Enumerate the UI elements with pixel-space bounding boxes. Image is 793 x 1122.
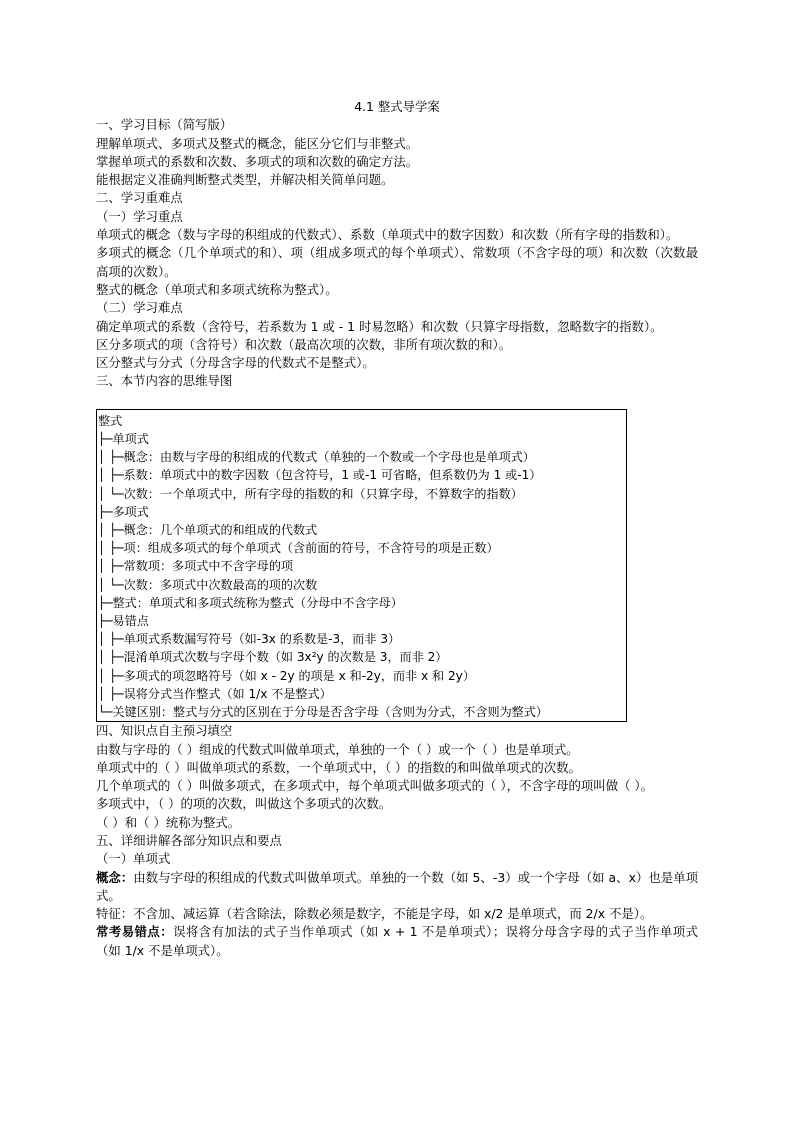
concept-text: 由数与字母的积组成的代数式叫做单项式。单独的一个数（如 5、-3）或一个字母（如 a、x）也是单项式。 (96, 869, 699, 903)
key-point-paragraph: 多项式的概念（几个单项式的和）、项（组成多项式的每个单项式）、常数项（不含字母的项）和次数（次数最高项的次数）。 (96, 245, 698, 279)
difficulty-paragraph: 区分整式与分式（分母含字母的代数式不是整式）。 (96, 355, 375, 371)
tree-line: │ ├─常数项：多项式中不含字母的项 (98, 559, 294, 574)
tree-line: └─关键区别：整式与分式的区别在于分母是否含字母（含则为分式，不含则为整式） (98, 705, 548, 719)
error-label: 常考易错点： (96, 924, 174, 940)
mind-map-box (96, 409, 627, 722)
tree-line: │ ├─系数：单项式中的数字因数（包含符号，1 或-1 可省略，但系数仍为 1 或-1） (98, 468, 542, 483)
subsection-difficulties: （二）学习难点 (96, 300, 183, 316)
concept-paragraph (96, 869, 698, 906)
section-2-heading: 二、学习重难点 (96, 190, 183, 206)
section-3-heading: 三、本节内容的思维导图 (96, 373, 233, 389)
goal-line: 掌握单项式的系数和次数、多项式的项和次数的确定方法。 (96, 153, 419, 169)
tree-line: │ ├─概念：由数与字母的积组成的代数式（单独的一个数或一个字母也是单项式） (98, 450, 535, 465)
difficulty-paragraph: 区分多项式的项（含符号）和次数（最高次项的次数，非所有项次数的和）。 (96, 336, 512, 352)
goal-line: 理解单项式、多项式及整式的概念，能区分它们与非整式。 (96, 135, 419, 151)
fill-blank-line: 单项式中的（ ）叫做单项式的系数，一个单项式中，（ ）的指数的和叫做单项式的次数。 (96, 759, 581, 775)
feature-paragraph: 特征：不含加、减运算（若含除法，除数必须是数字，不能是字母，如 x/2 是单项式，而 2/x 不是）。 (96, 906, 653, 922)
tree-line: │ ├─单项式系数漏写符号（如-3x 的系数是-3，而非 3） (98, 632, 401, 647)
difficulty-paragraph: 确定单项式的系数（含符号，若系数为 1 或 - 1 时易忽略）和次数（只算字母指数，忽略数字的指数）。 (96, 318, 663, 334)
tree-line: 整式 (98, 413, 123, 428)
tree-line: │ └─次数：多项式中次数最高的项的次数 (98, 577, 318, 592)
fill-blank-line: 多项式中，（ ）的项的次数，叫做这个多项式的次数。 (96, 796, 392, 812)
tree-line: ├─易错点 (98, 613, 149, 628)
section-5-heading: 五、详细讲解各部分知识点和要点 (96, 832, 282, 848)
error-text: 误将含有加法的式子当作单项式（如 x + 1 不是单项式）；误将分母含字母的式子当作单项式（如 1/x 不是单项式）。 (96, 924, 698, 958)
tree-line: ├─多项式 (98, 504, 149, 519)
key-point-paragraph: 单项式的概念（数与字母的积组成的代数式）、系数（单项式中的数字因数）和次数（所有字母的指数和）。 (96, 227, 679, 243)
subsection-key-points: （一）学习重点 (96, 208, 183, 224)
goal-line: 能根据定义准确判断整式类型，并解决相关简单问题。 (96, 172, 394, 188)
section-1-heading: 一、学习目标（简写版） (96, 117, 233, 133)
tree-line: │ ├─项：组成多项式的每个单项式（含前面的符号，不含符号的项是正数） (98, 541, 499, 556)
page-title: 4.1 整式导学案 (354, 99, 440, 114)
tree-line: ├─整式：单项式和多项式统称为整式（分母中不含字母） (98, 595, 403, 610)
tree-line: ├─单项式 (98, 431, 149, 446)
key-point-paragraph: 整式的概念（单项式和多项式统称为整式）。 (96, 281, 338, 297)
fill-blank-line: （ ）和（ ）统称为整式。 (96, 814, 241, 830)
fill-blank-line: 由数与字母的（ ）组成的代数式叫做单项式，单独的一个（ ）或一个（ ）也是单项式。 (96, 741, 579, 757)
tree-line: │ ├─概念：几个单项式的和组成的代数式 (98, 522, 318, 537)
subsection-monomial: （一）单项式 (96, 851, 171, 867)
section-4-heading: 四、知识点自主预习填空 (96, 723, 233, 739)
concept-label: 概念： (96, 869, 134, 885)
tree-line: │ ├─多项式的项忽略符号（如 x - 2y 的项是 x 和-2y，而非 x 和 2y） (98, 668, 475, 683)
document-page (96, 98, 698, 960)
tree-line: │ ├─误将分式当作整式（如 1/x 不是整式） (98, 686, 332, 701)
fill-blank-line: 几个单项式的（ ）叫做多项式，在多项式中，每个单项式叫做多项式的（ ），不含字母的项叫做（ ）。 (96, 778, 653, 794)
tree-line: │ ├─混淆单项式次数与字母个数（如 3x²y 的次数是 3，而非 2） (98, 650, 448, 665)
tree-line: │ └─次数：一个单项式中，所有字母的指数的和（只算字母，不算数字的指数） (98, 486, 523, 501)
error-paragraph (96, 923, 698, 960)
